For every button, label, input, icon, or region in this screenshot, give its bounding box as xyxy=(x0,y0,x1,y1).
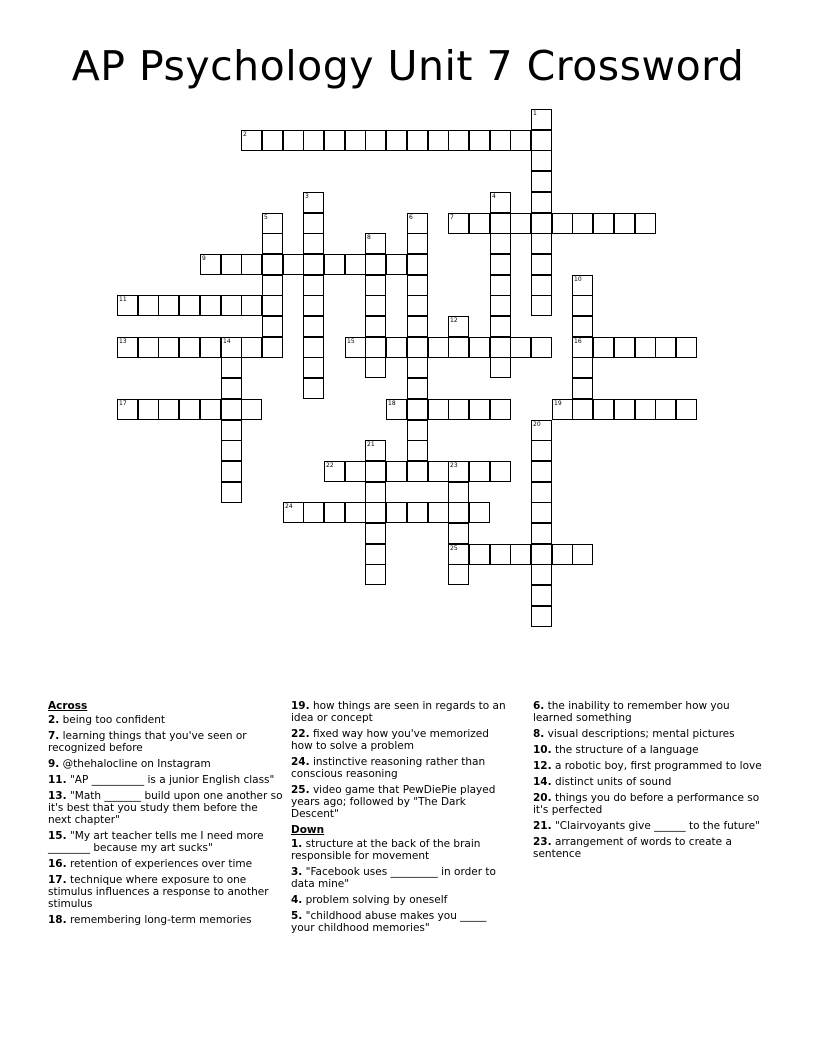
grid-cell[interactable] xyxy=(572,275,593,296)
down-clue xyxy=(533,744,763,756)
grid-cell[interactable] xyxy=(490,544,511,565)
grid-cell[interactable] xyxy=(365,295,386,316)
page-title: AP Psychology Unit 7 Crossword xyxy=(71,42,745,90)
down-clue xyxy=(291,910,513,934)
grid-cell[interactable] xyxy=(345,337,366,358)
grid-cell[interactable] xyxy=(262,275,283,296)
grid-cell[interactable] xyxy=(428,130,449,151)
clue-label-number: 7. xyxy=(48,730,60,742)
grid-cell[interactable] xyxy=(448,482,469,503)
down-clue xyxy=(533,820,763,832)
clue-text: a robotic boy, first programmed to love xyxy=(551,760,762,772)
grid-cell[interactable] xyxy=(262,213,283,234)
grid-cell[interactable] xyxy=(324,461,345,482)
grid-cell[interactable] xyxy=(490,192,511,213)
clue-text: structure at the back of the brain responsible for movement xyxy=(291,838,481,862)
grid-cell[interactable] xyxy=(386,337,407,358)
clue-number: 22 xyxy=(326,462,334,469)
down-clue xyxy=(291,838,513,862)
clue-number: 9 xyxy=(202,255,206,262)
grid-cell[interactable] xyxy=(303,337,324,358)
grid-cell[interactable] xyxy=(655,399,676,420)
clue-text: video game that PewDiePie played years ago; followed by "The Dark Descent" xyxy=(291,784,496,820)
grid-cell[interactable] xyxy=(179,295,200,316)
clue-label-number: 17. xyxy=(48,874,67,886)
grid-cell[interactable] xyxy=(386,254,407,275)
clue-text: "Facebook uses _________ in order to data mine" xyxy=(291,866,496,890)
clues-column-3 xyxy=(533,700,763,864)
grid-cell[interactable] xyxy=(262,337,283,358)
clue-label-number: 11. xyxy=(48,774,67,786)
clue-text: "AP __________ is a junior English class" xyxy=(66,774,275,786)
clue-text: instinctive reasoning rather than conscious reasoning xyxy=(291,756,486,780)
clue-label-number: 13. xyxy=(48,790,67,802)
clue-label-number: 18. xyxy=(48,914,67,926)
section-header: Down xyxy=(291,824,325,836)
clue-label-number: 4. xyxy=(291,894,303,906)
across-clue xyxy=(291,756,513,780)
down-clue xyxy=(533,836,763,860)
clue-text: technique where exposure to one stimulus influences a response to another stimulus xyxy=(48,874,269,910)
grid-cell[interactable] xyxy=(469,399,490,420)
grid-cell[interactable] xyxy=(448,564,469,585)
grid-cell[interactable] xyxy=(345,254,366,275)
grid-cell[interactable] xyxy=(490,233,511,254)
grid-cell[interactable] xyxy=(365,564,386,585)
grid-cell[interactable] xyxy=(593,213,614,234)
grid-cell[interactable] xyxy=(614,213,635,234)
grid-cell[interactable] xyxy=(552,544,573,565)
grid-cell[interactable] xyxy=(531,420,552,441)
grid-cell[interactable] xyxy=(324,254,345,275)
grid-cell[interactable] xyxy=(138,295,159,316)
grid-cell[interactable] xyxy=(365,337,386,358)
clue-label-number: 1. xyxy=(291,838,303,850)
grid-cell[interactable] xyxy=(407,233,428,254)
grid-cell[interactable] xyxy=(303,213,324,234)
grid-cell[interactable] xyxy=(407,316,428,337)
grid-cell[interactable] xyxy=(531,109,552,130)
grid-cell[interactable] xyxy=(365,254,386,275)
down-clue xyxy=(533,728,763,740)
grid-cell[interactable] xyxy=(531,440,552,461)
grid-cell[interactable] xyxy=(407,502,428,523)
grid-cell[interactable] xyxy=(490,316,511,337)
clue-text: retention of experiences over time xyxy=(66,858,253,870)
grid-cell[interactable] xyxy=(200,337,221,358)
grid-cell[interactable] xyxy=(448,544,469,565)
grid-cell[interactable] xyxy=(572,544,593,565)
grid-cell[interactable] xyxy=(138,399,159,420)
clue-number: 18 xyxy=(388,400,396,407)
grid-cell[interactable] xyxy=(221,357,242,378)
grid-cell[interactable] xyxy=(448,399,469,420)
grid-cell[interactable] xyxy=(200,399,221,420)
grid-cell[interactable] xyxy=(221,461,242,482)
clue-label-number: 2. xyxy=(48,714,60,726)
grid-cell[interactable] xyxy=(262,316,283,337)
grid-cell[interactable] xyxy=(531,254,552,275)
grid-cell[interactable] xyxy=(365,316,386,337)
clue-number: 19 xyxy=(554,400,562,407)
clue-number: 15 xyxy=(347,338,355,345)
clue-number: 1 xyxy=(533,110,537,117)
grid-cell[interactable] xyxy=(303,295,324,316)
grid-cell[interactable] xyxy=(428,502,449,523)
clue-label-number: 19. xyxy=(291,700,310,712)
grid-cell[interactable] xyxy=(531,295,552,316)
clue-text: being too confident xyxy=(59,714,165,726)
grid-cell[interactable] xyxy=(365,440,386,461)
clue-number: 3 xyxy=(305,193,309,200)
grid-cell[interactable] xyxy=(531,461,552,482)
grid-cell[interactable] xyxy=(469,213,490,234)
clue-number: 2 xyxy=(243,131,247,138)
grid-cell[interactable] xyxy=(241,337,262,358)
grid-cell[interactable] xyxy=(469,502,490,523)
grid-cell[interactable] xyxy=(448,337,469,358)
grid-cell[interactable] xyxy=(303,254,324,275)
grid-cell[interactable] xyxy=(303,192,324,213)
grid-cell[interactable] xyxy=(572,399,593,420)
grid-cell[interactable] xyxy=(510,130,531,151)
grid-cell[interactable] xyxy=(531,523,552,544)
grid-cell[interactable] xyxy=(448,130,469,151)
grid-cell[interactable] xyxy=(365,461,386,482)
clue-label-number: 24. xyxy=(291,756,310,768)
grid-cell[interactable] xyxy=(407,378,428,399)
grid-cell[interactable] xyxy=(531,130,552,151)
grid-cell[interactable] xyxy=(365,233,386,254)
grid-cell[interactable] xyxy=(572,213,593,234)
grid-cell[interactable] xyxy=(531,337,552,358)
grid-cell[interactable] xyxy=(490,295,511,316)
clue-number: 11 xyxy=(119,296,127,303)
grid-cell[interactable] xyxy=(241,130,262,151)
clue-text: the structure of a language xyxy=(551,744,699,756)
grid-cell[interactable] xyxy=(407,337,428,358)
clue-label-number: 20. xyxy=(533,792,552,804)
across-clue xyxy=(48,758,284,770)
clue-label-number: 5. xyxy=(291,910,303,922)
grid-cell[interactable] xyxy=(510,337,531,358)
grid-cell[interactable] xyxy=(490,275,511,296)
grid-cell[interactable] xyxy=(655,337,676,358)
grid-cell[interactable] xyxy=(552,213,573,234)
across-clue xyxy=(291,700,513,724)
grid-cell[interactable] xyxy=(303,275,324,296)
grid-cell[interactable] xyxy=(572,337,593,358)
clues-column-1 xyxy=(48,700,284,930)
clue-label-number: 21. xyxy=(533,820,552,832)
grid-cell[interactable] xyxy=(262,254,283,275)
clues-column-2 xyxy=(291,700,513,938)
grid-cell[interactable] xyxy=(345,502,366,523)
across-clue xyxy=(48,774,284,786)
grid-cell[interactable] xyxy=(324,130,345,151)
grid-cell[interactable] xyxy=(531,213,552,234)
grid-cell[interactable] xyxy=(365,275,386,296)
grid-cell[interactable] xyxy=(490,357,511,378)
clue-number: 21 xyxy=(367,441,375,448)
clue-text: "childhood abuse makes you _____ your childhood memories" xyxy=(291,910,487,934)
grid-cell[interactable] xyxy=(221,378,242,399)
grid-cell[interactable] xyxy=(345,461,366,482)
across-clue xyxy=(48,858,284,870)
grid-cell[interactable] xyxy=(221,254,242,275)
clue-text: @thehalocline on Instagram xyxy=(59,758,211,770)
grid-cell[interactable] xyxy=(531,585,552,606)
grid-cell[interactable] xyxy=(365,502,386,523)
grid-cell[interactable] xyxy=(407,399,428,420)
grid-cell[interactable] xyxy=(241,295,262,316)
grid-cell[interactable] xyxy=(158,399,179,420)
clue-number: 10 xyxy=(574,276,582,283)
grid-cell[interactable] xyxy=(221,440,242,461)
grid-cell[interactable] xyxy=(572,378,593,399)
clue-number: 7 xyxy=(450,214,454,221)
clue-label-number: 23. xyxy=(533,836,552,848)
clue-number: 12 xyxy=(450,317,458,324)
clue-number: 24 xyxy=(285,503,293,510)
grid-cell[interactable] xyxy=(407,440,428,461)
grid-cell[interactable] xyxy=(531,564,552,585)
grid-cell[interactable] xyxy=(572,357,593,378)
grid-cell[interactable] xyxy=(490,213,511,234)
clue-text: learning things that you've seen or recognized before xyxy=(48,730,247,754)
grid-cell[interactable] xyxy=(365,523,386,544)
grid-cell[interactable] xyxy=(407,130,428,151)
down-clue xyxy=(533,760,763,772)
grid-cell[interactable] xyxy=(531,192,552,213)
grid-cell[interactable] xyxy=(531,544,552,565)
grid-cell[interactable] xyxy=(221,420,242,441)
grid-cell[interactable] xyxy=(593,337,614,358)
grid-cell[interactable] xyxy=(407,275,428,296)
grid-cell[interactable] xyxy=(221,295,242,316)
grid-cell[interactable] xyxy=(365,544,386,565)
clue-label-number: 25. xyxy=(291,784,310,796)
grid-cell[interactable] xyxy=(221,337,242,358)
grid-cell[interactable] xyxy=(407,295,428,316)
grid-cell[interactable] xyxy=(158,337,179,358)
grid-cell[interactable] xyxy=(448,213,469,234)
grid-cell[interactable] xyxy=(407,357,428,378)
grid-cell[interactable] xyxy=(531,606,552,627)
grid-cell[interactable] xyxy=(614,337,635,358)
grid-cell[interactable] xyxy=(676,399,697,420)
grid-cell[interactable] xyxy=(428,399,449,420)
grid-cell[interactable] xyxy=(469,337,490,358)
grid-cell[interactable] xyxy=(221,399,242,420)
clue-number: 6 xyxy=(409,214,413,221)
grid-cell[interactable] xyxy=(407,213,428,234)
grid-cell[interactable] xyxy=(552,399,573,420)
grid-cell[interactable] xyxy=(490,130,511,151)
clue-text: the inability to remember how you learned something xyxy=(533,700,730,724)
clue-text: problem solving by oneself xyxy=(302,894,448,906)
clue-text: "Math _______ build upon one another so it's best that you study them before the next chapter" xyxy=(48,790,283,826)
across-clue xyxy=(48,874,284,910)
grid-cell[interactable] xyxy=(117,399,138,420)
grid-cell[interactable] xyxy=(303,378,324,399)
grid-cell[interactable] xyxy=(428,337,449,358)
clue-text: remembering long-term memories xyxy=(66,914,252,926)
clue-text: "My art teacher tells me I need more ________ because my art sucks" xyxy=(48,830,264,854)
down-clue xyxy=(291,894,513,906)
clue-number: 5 xyxy=(264,214,268,221)
grid-cell[interactable] xyxy=(303,502,324,523)
grid-cell[interactable] xyxy=(241,399,262,420)
grid-cell[interactable] xyxy=(386,130,407,151)
grid-cell[interactable] xyxy=(386,502,407,523)
grid-cell[interactable] xyxy=(531,502,552,523)
grid-cell[interactable] xyxy=(117,337,138,358)
clue-label-number: 10. xyxy=(533,744,552,756)
across-clue xyxy=(48,730,284,754)
grid-cell[interactable] xyxy=(303,130,324,151)
clue-label-number: 16. xyxy=(48,858,67,870)
grid-cell[interactable] xyxy=(283,502,304,523)
grid-cell[interactable] xyxy=(676,337,697,358)
grid-cell[interactable] xyxy=(531,275,552,296)
clue-number: 16 xyxy=(574,338,582,345)
grid-cell[interactable] xyxy=(448,523,469,544)
grid-cell[interactable] xyxy=(469,461,490,482)
clue-label-number: 15. xyxy=(48,830,67,842)
grid-cell[interactable] xyxy=(593,399,614,420)
grid-cell[interactable] xyxy=(179,399,200,420)
clue-label-number: 22. xyxy=(291,728,310,740)
across-clue xyxy=(291,784,513,820)
grid-cell[interactable] xyxy=(448,502,469,523)
clue-number: 23 xyxy=(450,462,458,469)
section-header: Across xyxy=(48,700,88,712)
grid-cell[interactable] xyxy=(200,254,221,275)
grid-cell[interactable] xyxy=(117,295,138,316)
clue-text: "Clairvoyants give ______ to the future" xyxy=(551,820,760,832)
grid-cell[interactable] xyxy=(345,130,366,151)
across-clue xyxy=(48,830,284,854)
clue-text: visual descriptions; mental pictures xyxy=(544,728,735,740)
grid-cell[interactable] xyxy=(635,399,656,420)
grid-cell[interactable] xyxy=(490,461,511,482)
grid-cell[interactable] xyxy=(179,337,200,358)
grid-cell[interactable] xyxy=(428,461,449,482)
grid-cell[interactable] xyxy=(572,295,593,316)
clue-label-number: 3. xyxy=(291,866,303,878)
grid-cell[interactable] xyxy=(303,357,324,378)
grid-cell[interactable] xyxy=(303,316,324,337)
grid-cell[interactable] xyxy=(241,254,262,275)
across-clue xyxy=(48,914,284,926)
grid-cell[interactable] xyxy=(469,544,490,565)
grid-cell[interactable] xyxy=(262,130,283,151)
grid-cell[interactable] xyxy=(510,544,531,565)
grid-cell[interactable] xyxy=(283,130,304,151)
grid-cell[interactable] xyxy=(531,233,552,254)
grid-cell[interactable] xyxy=(158,295,179,316)
across-clue xyxy=(291,728,513,752)
grid-cell[interactable] xyxy=(221,482,242,503)
grid-cell[interactable] xyxy=(531,171,552,192)
down-clue xyxy=(533,792,763,816)
grid-cell[interactable] xyxy=(200,295,221,316)
down-clue xyxy=(533,700,763,724)
grid-cell[interactable] xyxy=(572,316,593,337)
grid-cell[interactable] xyxy=(407,420,428,441)
grid-cell[interactable] xyxy=(510,213,531,234)
clue-number: 20 xyxy=(533,421,541,428)
clue-label-number: 6. xyxy=(533,700,545,712)
clue-number: 14 xyxy=(223,338,231,345)
grid-cell[interactable] xyxy=(635,213,656,234)
clue-number: 25 xyxy=(450,545,458,552)
clue-text: fixed way how you've memorized how to solve a problem xyxy=(291,728,489,752)
grid-cell[interactable] xyxy=(365,482,386,503)
grid-cell[interactable] xyxy=(490,254,511,275)
clue-number: 17 xyxy=(119,400,127,407)
grid-cell[interactable] xyxy=(262,295,283,316)
grid-cell[interactable] xyxy=(386,399,407,420)
across-clue xyxy=(48,790,284,826)
grid-cell[interactable] xyxy=(407,254,428,275)
down-clue xyxy=(533,776,763,788)
clue-text: distinct units of sound xyxy=(551,776,672,788)
clue-number: 4 xyxy=(492,193,496,200)
grid-cell[interactable] xyxy=(448,316,469,337)
grid-cell[interactable] xyxy=(490,399,511,420)
grid-cell[interactable] xyxy=(448,461,469,482)
grid-cell[interactable] xyxy=(531,482,552,503)
clue-label-number: 14. xyxy=(533,776,552,788)
grid-cell[interactable] xyxy=(386,461,407,482)
down-clue xyxy=(291,866,513,890)
clue-text: things you do before a performance so it's perfected xyxy=(533,792,760,816)
grid-cell[interactable] xyxy=(490,337,511,358)
clue-label-number: 8. xyxy=(533,728,545,740)
grid-cell[interactable] xyxy=(365,130,386,151)
across-clue xyxy=(48,714,284,726)
grid-cell[interactable] xyxy=(324,502,345,523)
clue-number: 13 xyxy=(119,338,127,345)
clue-text: arrangement of words to create a sentence xyxy=(533,836,732,860)
grid-cell[interactable] xyxy=(407,461,428,482)
grid-cell[interactable] xyxy=(303,233,324,254)
grid-cell[interactable] xyxy=(283,254,304,275)
grid-cell[interactable] xyxy=(262,233,283,254)
clue-label-number: 9. xyxy=(48,758,60,770)
clue-text: how things are seen in regards to an idea or concept xyxy=(291,700,506,724)
clue-label-number: 12. xyxy=(533,760,552,772)
clue-number: 8 xyxy=(367,234,371,241)
grid-cell[interactable] xyxy=(365,357,386,378)
grid-cell[interactable] xyxy=(469,130,490,151)
grid-cell[interactable] xyxy=(138,337,159,358)
grid-cell[interactable] xyxy=(614,399,635,420)
grid-cell[interactable] xyxy=(635,337,656,358)
grid-cell[interactable] xyxy=(531,150,552,171)
